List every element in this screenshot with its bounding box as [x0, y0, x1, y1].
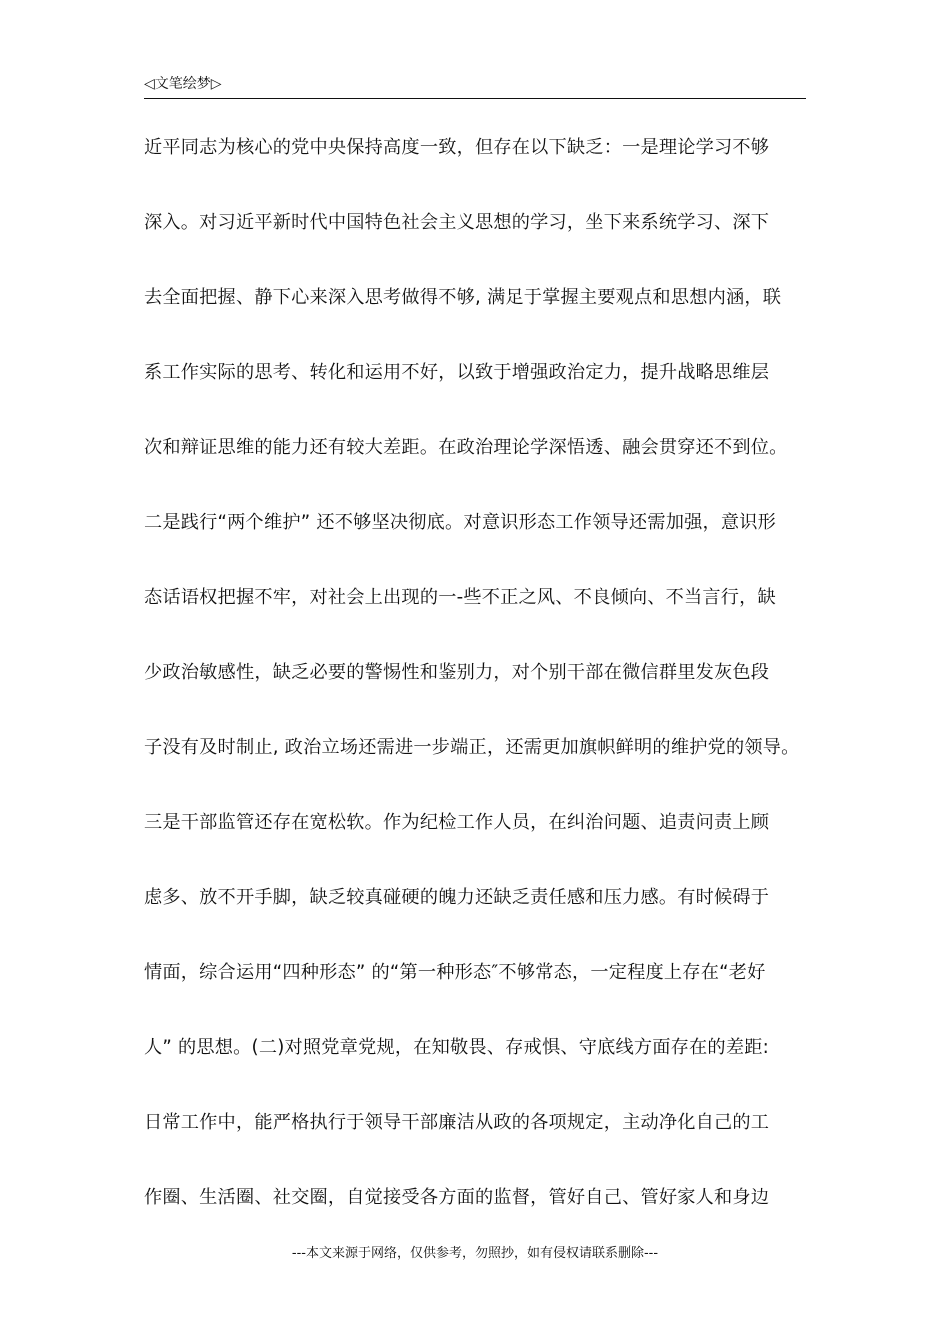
- body-line: 子没有及时制止, 政治立场还需进一步端正，还需更加旗帜鲜明的维护党的领导。: [144, 737, 800, 758]
- body-line: 态话语权把握不牢，对社会上出现的一-些不正之风、不良倾向、不当言行，缺: [144, 587, 776, 608]
- page-header: [144, 72, 806, 99]
- body-line: 二是践行“两个维护” 还不够坚决彻底。对意识形态工作领导还需加强，意识形: [144, 512, 777, 533]
- page-footer-note: ---本文来源于网络，仅供参考，勿照抄，如有侵权请联系删除---: [291, 1246, 659, 1261]
- body-line: 三是干部监管还存在宽松软。作为纪检工作人员，在纠治问题、追责问责上顾: [144, 812, 770, 833]
- body-line: 情面，综合运用“四种形态” 的“第一种形态″不够常态，一定程度上存在“老好: [144, 962, 766, 983]
- body-line: 人” 的思想。(二)对照党章党规，在知敬畏、存戒惧、守底线方面存在的差距:: [144, 1037, 769, 1058]
- body-line: 作圈、生活圈、社交圈，自觉接受各方面的监督，管好自己、管好家人和身边: [144, 1187, 770, 1208]
- body-line: 次和辩证思维的能力还有较大差距。在政治理论学深悟透、融会贯穿还不到位。: [144, 437, 788, 458]
- body-line: 虑多、放不开手脚，缺乏较真碰硬的魄力还缺乏责任感和压力感。有时候碍于: [144, 887, 770, 908]
- body-line: 去全面把握、静下心来深入思考做得不够, 满足于掌握主要观点和思想内涵，联: [144, 287, 782, 308]
- body-line: 深入。对习近平新时代中国特色社会主义思想的学习，坐下来系统学习、深下: [144, 212, 770, 233]
- header-title: ◁文笔绘梦▷: [144, 76, 222, 92]
- body-line: 系工作实际的思考、转化和运用不好，以致于增强政治定力，提升战略思维层: [144, 362, 770, 383]
- body-line: 少政治敏感性，缺乏必要的警惕性和鉴别力，对个别干部在微信群里发灰色段: [144, 662, 770, 683]
- body-line: 日常工作中，能严格执行于领导干部廉洁从政的各项规定，主动净化自己的工: [144, 1112, 770, 1133]
- body-line: 近平同志为核心的党中央保持高度一致，但存在以下缺乏：一是理论学习不够: [144, 137, 770, 158]
